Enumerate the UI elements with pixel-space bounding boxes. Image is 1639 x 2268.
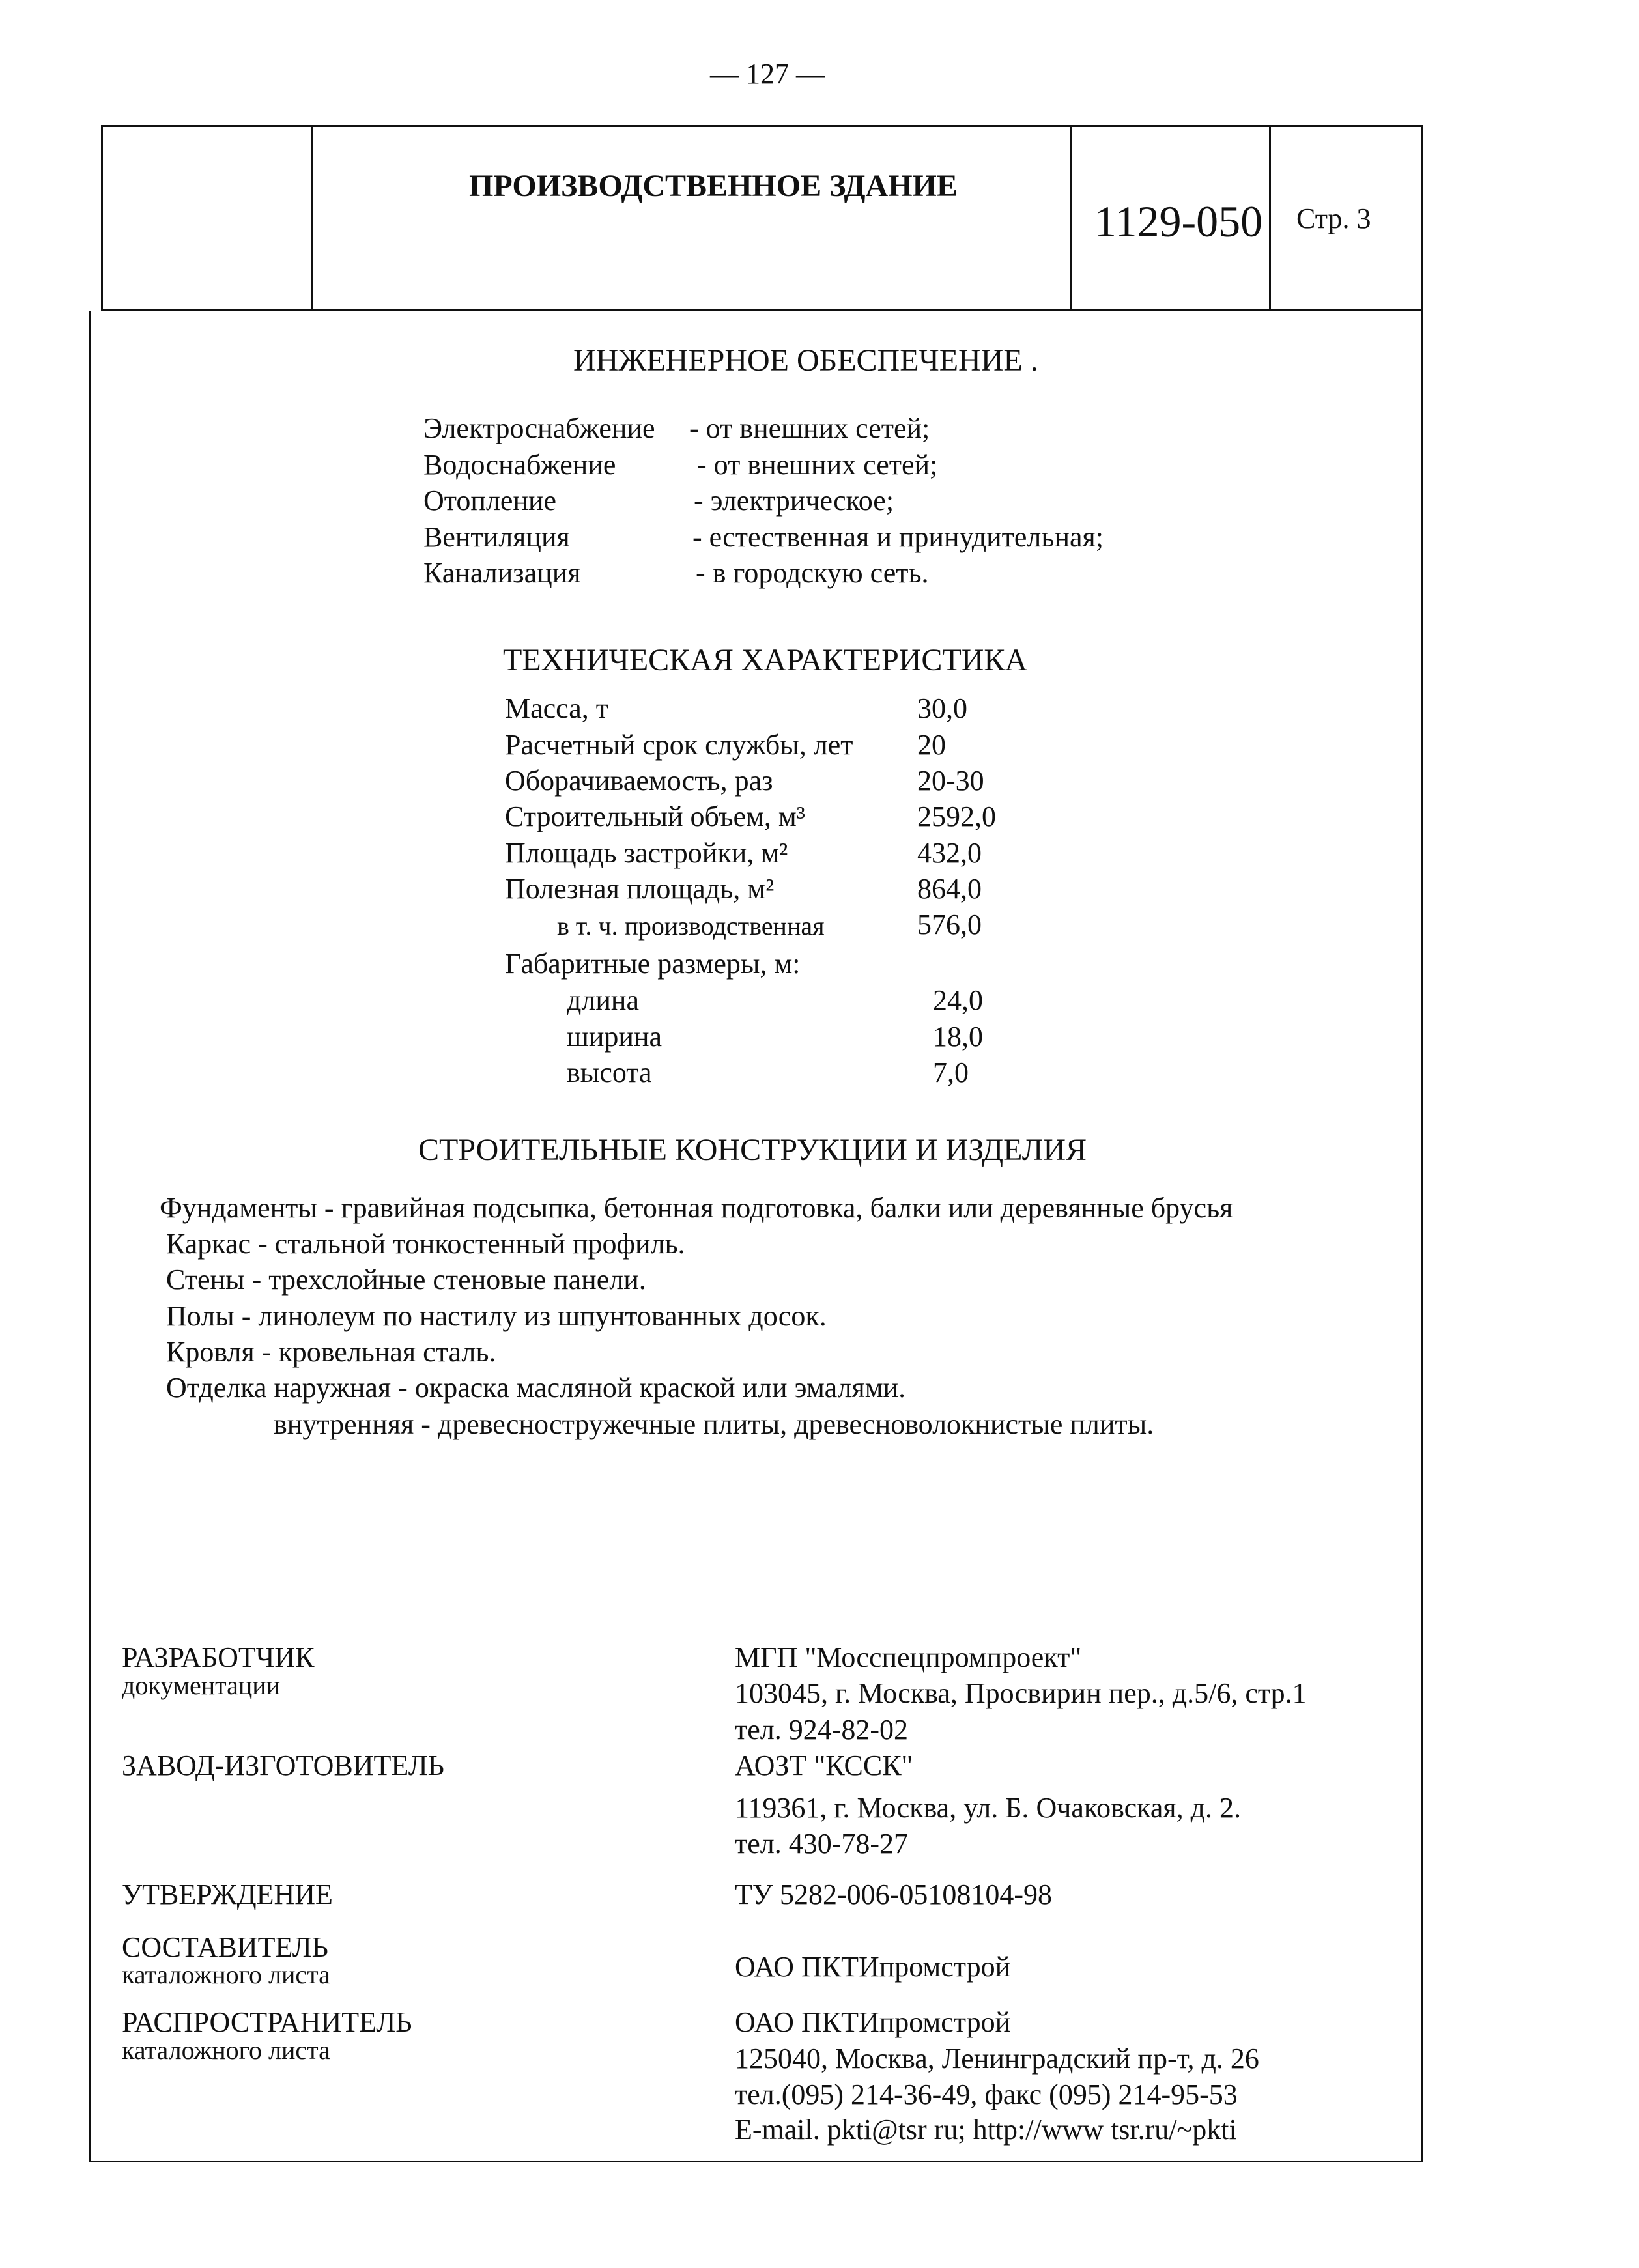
construction-line: Каркас - стальной тонкостенный профиль. (166, 1228, 685, 1260)
developer-address: 103045, г. Москва, Просвирин пер., д.5/6, стр.1 (735, 1677, 1307, 1709)
compiler-value: ОАО ПКТИпромстрой (735, 1951, 1011, 1983)
construction-line: Отделка наружная - окраска масляной краской или эмалями. (166, 1372, 906, 1404)
technical-label: длина (567, 984, 639, 1016)
construction-line: Кровля - кровельная сталь. (166, 1336, 496, 1368)
manufacturer-phone: тел. 430-78-27 (735, 1828, 909, 1860)
title-block-divider (1269, 127, 1271, 309)
engineering-item-name: Вентиляция (423, 521, 570, 553)
construction-line: Фундаменты - гравийная подсыпка, бетонная подготовка, балки или деревянные брусья (160, 1192, 1233, 1224)
distributor-label: РАСПРОСТРАНИТЕЛЬ (122, 2006, 412, 2038)
technical-label: Полезная площадь, м² (505, 873, 775, 905)
approval-value: ТУ 5282-006-05108104-98 (735, 1878, 1052, 1910)
technical-label: Габаритные размеры, м: (505, 948, 801, 980)
engineering-item-value: - электрическое; (694, 485, 894, 517)
manufacturer-address: 119361, г. Москва, ул. Б. Очаковская, д. 2. (735, 1792, 1241, 1824)
technical-label: Строительный объем, м³ (505, 801, 805, 832)
technical-label: в т. ч. производственная (557, 911, 825, 941)
engineering-title: ИНЖЕНЕРНОЕ ОБЕСПЕЧЕНИЕ . (573, 343, 1038, 378)
technical-value: 2592,0 (917, 801, 996, 832)
manufacturer-name: АОЗТ "КССК" (735, 1750, 913, 1781)
technical-value: 30,0 (917, 692, 967, 724)
constructions-title: СТРОИТЕЛЬНЫЕ КОНСТРУКЦИИ И ИЗДЕЛИЯ (418, 1133, 1087, 1167)
manufacturer-label: ЗАВОД-ИЗГОТОВИТЕЛЬ (122, 1750, 444, 1781)
construction-line: Стены - трехслойные стеновые панели. (166, 1264, 646, 1296)
technical-value: 18,0 (933, 1021, 983, 1053)
technical-label: высота (567, 1056, 652, 1088)
engineering-item-value: - в городскую сеть. (696, 557, 929, 589)
technical-value: 864,0 (917, 873, 982, 905)
document-number: 1129-050 (1094, 197, 1263, 246)
title-block-divider (1070, 127, 1072, 309)
technical-label: Расчетный срок службы, лет (505, 729, 853, 761)
engineering-item-name: Электроснабжение (423, 412, 655, 444)
distributor-web: E-mail. pkti@tsr ru; http://www tsr.ru/~pkti (735, 2114, 1237, 2146)
construction-line: Полы - линолеум по настилу из шпунтованных досок. (166, 1300, 827, 1332)
sheet-number: Стр. 3 (1296, 203, 1371, 234)
technical-label: Масса, т (505, 692, 609, 724)
document-title: ПРОИЗВОДСТВЕННОЕ ЗДАНИЕ (469, 169, 958, 203)
technical-value: 20-30 (917, 765, 984, 797)
compiler-label: СОСТАВИТЕЛЬ (122, 1931, 328, 1963)
title-block-divider (311, 127, 313, 309)
developer-phone: тел. 924-82-02 (735, 1714, 909, 1746)
distributor-sublabel: каталожного листа (122, 2035, 330, 2065)
page-number: — 127 — (710, 58, 825, 90)
technical-value: 20 (917, 729, 946, 761)
technical-value: 432,0 (917, 837, 982, 869)
engineering-item-name: Отопление (423, 485, 557, 517)
developer-sublabel: документации (122, 1671, 281, 1700)
engineering-item-name: Водоснабжение (423, 449, 616, 481)
approval-label: УТВЕРЖДЕНИЕ (122, 1878, 333, 1910)
construction-line: внутренняя - древесностружечные плиты, древесноволокнистые плиты. (274, 1408, 1154, 1440)
engineering-item-value: - от внешних сетей; (697, 449, 938, 481)
engineering-item-name: Канализация (423, 557, 581, 589)
technical-value: 576,0 (917, 909, 982, 941)
technical-title: ТЕХНИЧЕСКАЯ ХАРАКТЕРИСТИКА (503, 643, 1028, 677)
developer-name: МГП "Мосспецпромпроект" (735, 1641, 1082, 1673)
technical-label: Площадь застройки, м² (505, 837, 788, 869)
developer-label: РАЗРАБОТЧИК (122, 1641, 315, 1673)
engineering-item-value: - естественная и принудительная; (692, 521, 1104, 553)
technical-value: 7,0 (933, 1056, 969, 1088)
technical-label: Оборачиваемость, раз (505, 765, 773, 797)
technical-label: ширина (567, 1021, 663, 1053)
compiler-sublabel: каталожного листа (122, 1960, 330, 1989)
distributor-phone: тел.(095) 214-36-49, факс (095) 214-95-53 (735, 2078, 1238, 2110)
distributor-address: 125040, Москва, Ленинградский пр-т, д. 26 (735, 2043, 1259, 2075)
distributor-name: ОАО ПКТИпромстрой (735, 2006, 1011, 2038)
engineering-item-value: - от внешних сетей; (689, 412, 930, 444)
technical-value: 24,0 (933, 984, 983, 1016)
